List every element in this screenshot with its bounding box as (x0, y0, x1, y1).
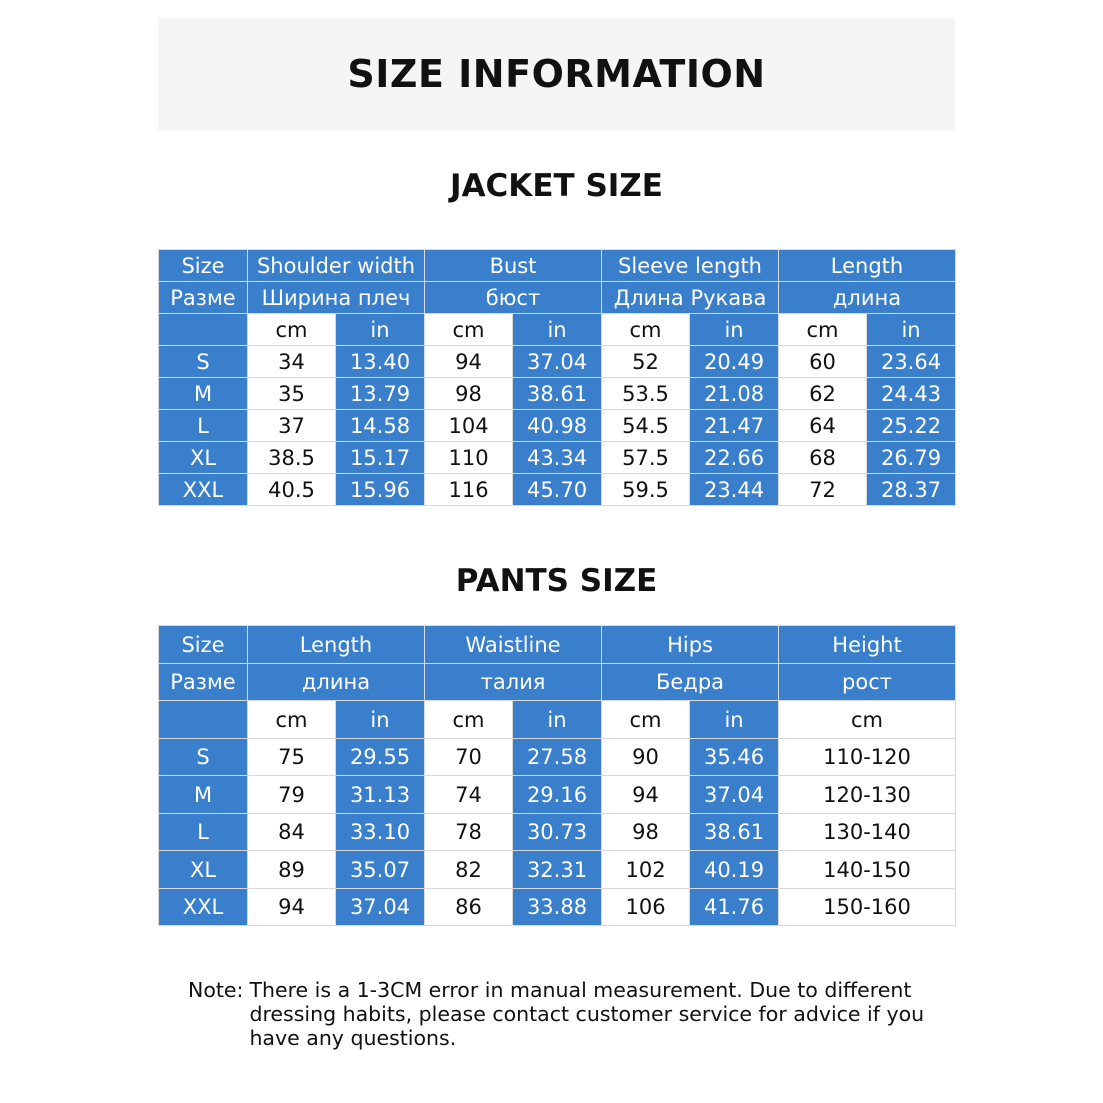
pants-size-table (158, 625, 956, 926)
jacket-units-row (159, 314, 956, 346)
table-cell: 45.70 (513, 474, 602, 506)
pants-header-hips: Hips (602, 626, 779, 664)
table-cell: 33.10 (336, 814, 425, 851)
jacket-header-bust-ru: бюст (425, 282, 602, 314)
table-cell: 102 (602, 851, 690, 889)
table-cell: 38.61 (513, 378, 602, 410)
note-text: There is a 1-3CM error in manual measurement. Due to different dressing habits, please contact customer service for advice if you have any questions. (249, 978, 925, 1050)
jacket-units-blank (159, 314, 248, 346)
table-row (159, 889, 956, 926)
table-cell: 13.79 (336, 378, 425, 410)
page-title: SIZE INFORMATION (347, 52, 766, 96)
table-cell: 98 (425, 378, 513, 410)
table-row (159, 851, 956, 889)
table-cell: 23.44 (690, 474, 779, 506)
table-cell: 27.58 (513, 739, 602, 776)
table-cell: 116 (425, 474, 513, 506)
unit-cell: in (513, 701, 602, 739)
table-cell: 34 (248, 346, 336, 378)
table-cell: 37 (248, 410, 336, 442)
table-cell: 70 (425, 739, 513, 776)
table-cell: 98 (602, 814, 690, 851)
size-label: L (159, 814, 248, 851)
table-cell: 35.07 (336, 851, 425, 889)
unit-cell: cm (779, 701, 956, 739)
jacket-header-bust: Bust (425, 250, 602, 282)
table-cell: 75 (248, 739, 336, 776)
table-row (159, 814, 956, 851)
table-cell: 94 (248, 889, 336, 926)
jacket-header-length: Length (779, 250, 956, 282)
jacket-header-shoulder-ru: Ширина плеч (248, 282, 425, 314)
table-cell: 40.98 (513, 410, 602, 442)
jacket-header-shoulder: Shoulder width (248, 250, 425, 282)
table-cell: 22.66 (690, 442, 779, 474)
table-cell: 94 (602, 776, 690, 814)
table-cell: 37.04 (336, 889, 425, 926)
unit-cell: in (690, 314, 779, 346)
table-cell: 57.5 (602, 442, 690, 474)
size-label: M (159, 378, 248, 410)
jacket-header-ru-row (159, 282, 956, 314)
table-cell: 59.5 (602, 474, 690, 506)
table-cell: 21.08 (690, 378, 779, 410)
table-cell: 13.40 (336, 346, 425, 378)
table-cell: 43.34 (513, 442, 602, 474)
table-cell: 29.16 (513, 776, 602, 814)
pants-header-waistline: Waistline (425, 626, 602, 664)
unit-cell: cm (602, 314, 690, 346)
size-label: M (159, 776, 248, 814)
jacket-header-size-ru: Разме (159, 282, 248, 314)
table-cell: 33.88 (513, 889, 602, 926)
table-cell: 150-160 (779, 889, 956, 926)
pants-header-hips-ru: Бедра (602, 664, 779, 701)
table-cell: 53.5 (602, 378, 690, 410)
pants-header-height-ru: рост (779, 664, 956, 701)
table-cell: 72 (779, 474, 867, 506)
pants-units-row (159, 701, 956, 739)
unit-cell: cm (248, 314, 336, 346)
pants-header-en-row (159, 626, 956, 664)
measurement-note (188, 978, 948, 1050)
table-cell: 64 (779, 410, 867, 442)
pants-header-length-ru: длина (248, 664, 425, 701)
table-cell: 110-120 (779, 739, 956, 776)
table-cell: 140-150 (779, 851, 956, 889)
table-cell: 82 (425, 851, 513, 889)
table-row (159, 346, 956, 378)
size-label: XL (159, 442, 248, 474)
table-cell: 89 (248, 851, 336, 889)
table-cell: 24.43 (867, 378, 956, 410)
table-row (159, 378, 956, 410)
pants-size-title: PANTS SIZE (455, 563, 658, 599)
table-cell: 28.37 (867, 474, 956, 506)
table-cell: 106 (602, 889, 690, 926)
unit-cell: cm (425, 314, 513, 346)
table-cell: 41.76 (690, 889, 779, 926)
pants-header-size-ru: Разме (159, 664, 248, 701)
note-label: Note: (188, 978, 244, 1002)
table-cell: 40.5 (248, 474, 336, 506)
table-cell: 52 (602, 346, 690, 378)
table-cell: 74 (425, 776, 513, 814)
table-cell: 78 (425, 814, 513, 851)
jacket-header-sleeve: Sleeve length (602, 250, 779, 282)
table-cell: 31.13 (336, 776, 425, 814)
table-cell: 32.31 (513, 851, 602, 889)
unit-cell: cm (602, 701, 690, 739)
unit-cell: in (867, 314, 956, 346)
table-row (159, 776, 956, 814)
table-cell: 26.79 (867, 442, 956, 474)
table-cell: 120-130 (779, 776, 956, 814)
table-cell: 37.04 (690, 776, 779, 814)
unit-cell: in (336, 314, 425, 346)
table-row (159, 739, 956, 776)
table-row (159, 474, 956, 506)
table-cell: 62 (779, 378, 867, 410)
table-cell: 23.64 (867, 346, 956, 378)
table-cell: 79 (248, 776, 336, 814)
jacket-header-en-row (159, 250, 956, 282)
jacket-size-table (158, 249, 956, 506)
table-cell: 54.5 (602, 410, 690, 442)
unit-cell: cm (248, 701, 336, 739)
size-label: L (159, 410, 248, 442)
table-cell: 130-140 (779, 814, 956, 851)
pants-units-blank (159, 701, 248, 739)
table-cell: 104 (425, 410, 513, 442)
pants-header-size: Size (159, 626, 248, 664)
size-label: XXL (159, 474, 248, 506)
unit-cell: in (690, 701, 779, 739)
pants-header-ru-row (159, 664, 956, 701)
table-row (159, 410, 956, 442)
pants-header-waistline-ru: талия (425, 664, 602, 701)
table-cell: 68 (779, 442, 867, 474)
table-cell: 84 (248, 814, 336, 851)
table-cell: 25.22 (867, 410, 956, 442)
table-cell: 20.49 (690, 346, 779, 378)
pants-header-height: Height (779, 626, 956, 664)
table-cell: 14.58 (336, 410, 425, 442)
table-cell: 38.5 (248, 442, 336, 474)
table-cell: 86 (425, 889, 513, 926)
unit-cell: in (336, 701, 425, 739)
table-cell: 35.46 (690, 739, 779, 776)
unit-cell: cm (779, 314, 867, 346)
size-label: XXL (159, 889, 248, 926)
table-cell: 60 (779, 346, 867, 378)
table-cell: 30.73 (513, 814, 602, 851)
unit-cell: cm (425, 701, 513, 739)
unit-cell: in (513, 314, 602, 346)
table-cell: 94 (425, 346, 513, 378)
table-cell: 90 (602, 739, 690, 776)
size-label: S (159, 739, 248, 776)
title-banner (158, 18, 955, 130)
size-label: XL (159, 851, 248, 889)
table-cell: 110 (425, 442, 513, 474)
jacket-header-size: Size (159, 250, 248, 282)
jacket-size-title: JACKET SIZE (450, 168, 663, 204)
table-cell: 40.19 (690, 851, 779, 889)
jacket-header-sleeve-ru: Длина Рукава (602, 282, 779, 314)
jacket-header-length-ru: длина (779, 282, 956, 314)
table-row (159, 442, 956, 474)
table-cell: 21.47 (690, 410, 779, 442)
table-cell: 15.17 (336, 442, 425, 474)
table-cell: 29.55 (336, 739, 425, 776)
table-cell: 37.04 (513, 346, 602, 378)
table-cell: 35 (248, 378, 336, 410)
pants-header-length: Length (248, 626, 425, 664)
size-label: S (159, 346, 248, 378)
table-cell: 15.96 (336, 474, 425, 506)
table-cell: 38.61 (690, 814, 779, 851)
